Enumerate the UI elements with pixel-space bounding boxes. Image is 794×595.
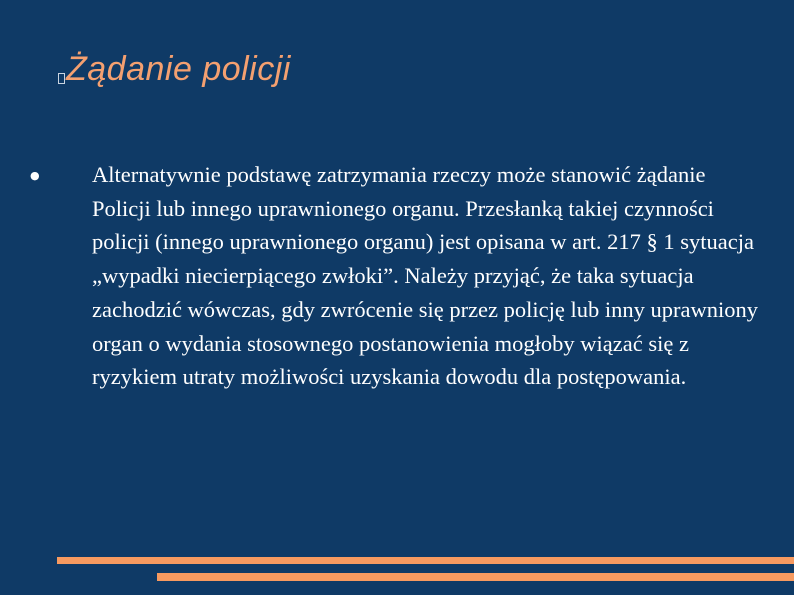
bullet-icon: ● (30, 169, 40, 182)
slide-title: Żądanie policji (66, 50, 291, 88)
body-paragraph: Alternatywnie podstawę zatrzymania rzeczy może stanowić żądanie Policji lub innego uprawnionego organu. Przesłanką takiej czynności policji (innego uprawnionego organu) jest opisana w art. 217 § 1 sytuacja „wypadki niecierpiącego zwłoki”. Należy przyjąć, że taka sytuacja zachodzić wówczas, gdy zwrócenie się przez policję lub inny uprawniony organ o wydania stosownego postanowienia mogłoby wiązać się z ryzykiem utraty możliwości uzyskania dowodu dla postępowania. (92, 162, 758, 390)
title-marker-icon (58, 73, 65, 84)
accent-bar-top (57, 557, 794, 564)
accent-bar-bottom (157, 573, 794, 581)
